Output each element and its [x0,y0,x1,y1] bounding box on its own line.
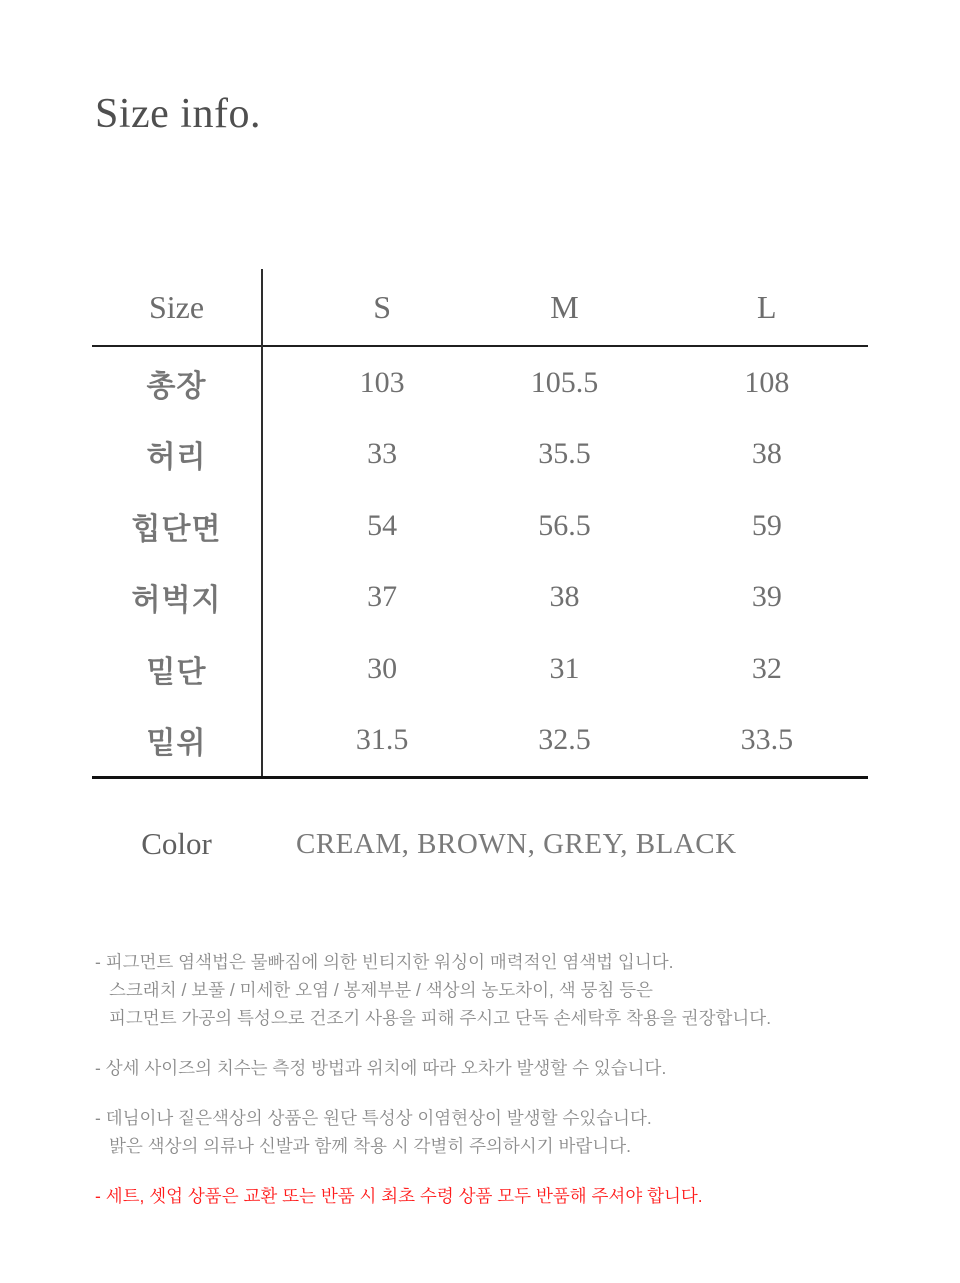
row-value: 59 [751,508,782,542]
row-value: 32 [751,651,782,685]
row-value: 37 [367,580,398,614]
size-column-m: M [550,288,579,325]
note-line: - 피그먼트 염색법은 물빠짐에 의한 빈티지한 워싱이 매력적인 염색법 입니다. [95,952,674,972]
row-value: 56.5 [538,508,591,542]
size-table [92,269,868,779]
notes-section [95,948,895,1210]
row-label: 허벅지 [131,584,222,618]
size-table-header-label: Size [148,288,205,325]
note-denim-color-transfer [95,1104,895,1160]
return-policy-warning: - 세트, 셋업 상품은 교환 또는 반품 시 최초 수령 상품 모두 반품해 주셔야 합니다. [95,1186,703,1206]
row-value: 30 [367,651,398,685]
row-value: 54 [367,508,398,542]
note-size-tolerance [95,1054,895,1082]
row-value: 31.5 [355,723,409,757]
note-pigment-dye [95,948,895,1032]
row-value: 35.5 [538,437,591,471]
row-value: 33 [367,437,398,471]
row-value: 39 [751,580,782,614]
note-line: - 상세 사이즈의 치수는 측정 방법과 위치에 따라 오차가 발생할 수 있습니다. [95,1058,667,1078]
size-table-body [92,347,868,779]
note-line: - 데님이나 짙은색상의 상품은 원단 특성상 이염현상이 발생할 수있습니다. [95,1108,652,1128]
note-line: 스크래치 / 보풀 / 미세한 오염 / 봉제부분 / 색상의 농도차이, 색 뭉침 등은 [109,980,653,1000]
row-label: 밑위 [146,727,207,761]
table-row [92,562,868,634]
table-row [92,633,868,705]
table-row [92,705,868,777]
size-column-s: S [373,288,392,325]
table-row [92,419,868,491]
color-row [92,822,868,866]
note-line: 밝은 색상의 의류나 신발과 함께 착용 시 각별히 주의하시기 바랍니다. [109,1136,631,1156]
color-values: CREAM, BROWN, GREY, BLACK [296,827,737,860]
row-label: 총장 [146,369,207,403]
row-label: 밑단 [146,655,207,689]
row-label: 힙단면 [131,512,222,546]
row-value: 32.5 [538,723,591,757]
size-column-l: L [757,288,777,325]
row-value: 105.5 [530,365,599,399]
row-value: 38 [751,437,782,471]
table-vertical-divider [261,269,263,776]
table-row [92,490,868,562]
row-label: 허리 [146,441,207,475]
color-label: Color [141,826,212,861]
size-table-header-row [92,269,868,347]
row-value: 33.5 [740,723,794,757]
row-value: 103 [359,365,405,399]
table-row [92,347,868,419]
row-value: 108 [744,365,790,399]
note-line: 피그먼트 가공의 특성으로 건조기 사용을 피해 주시고 단독 손세탁후 착용을 권장합니다. [109,1008,772,1028]
row-value: 31 [549,651,580,685]
page-title: Size info. [95,91,261,137]
row-value: 38 [549,580,580,614]
